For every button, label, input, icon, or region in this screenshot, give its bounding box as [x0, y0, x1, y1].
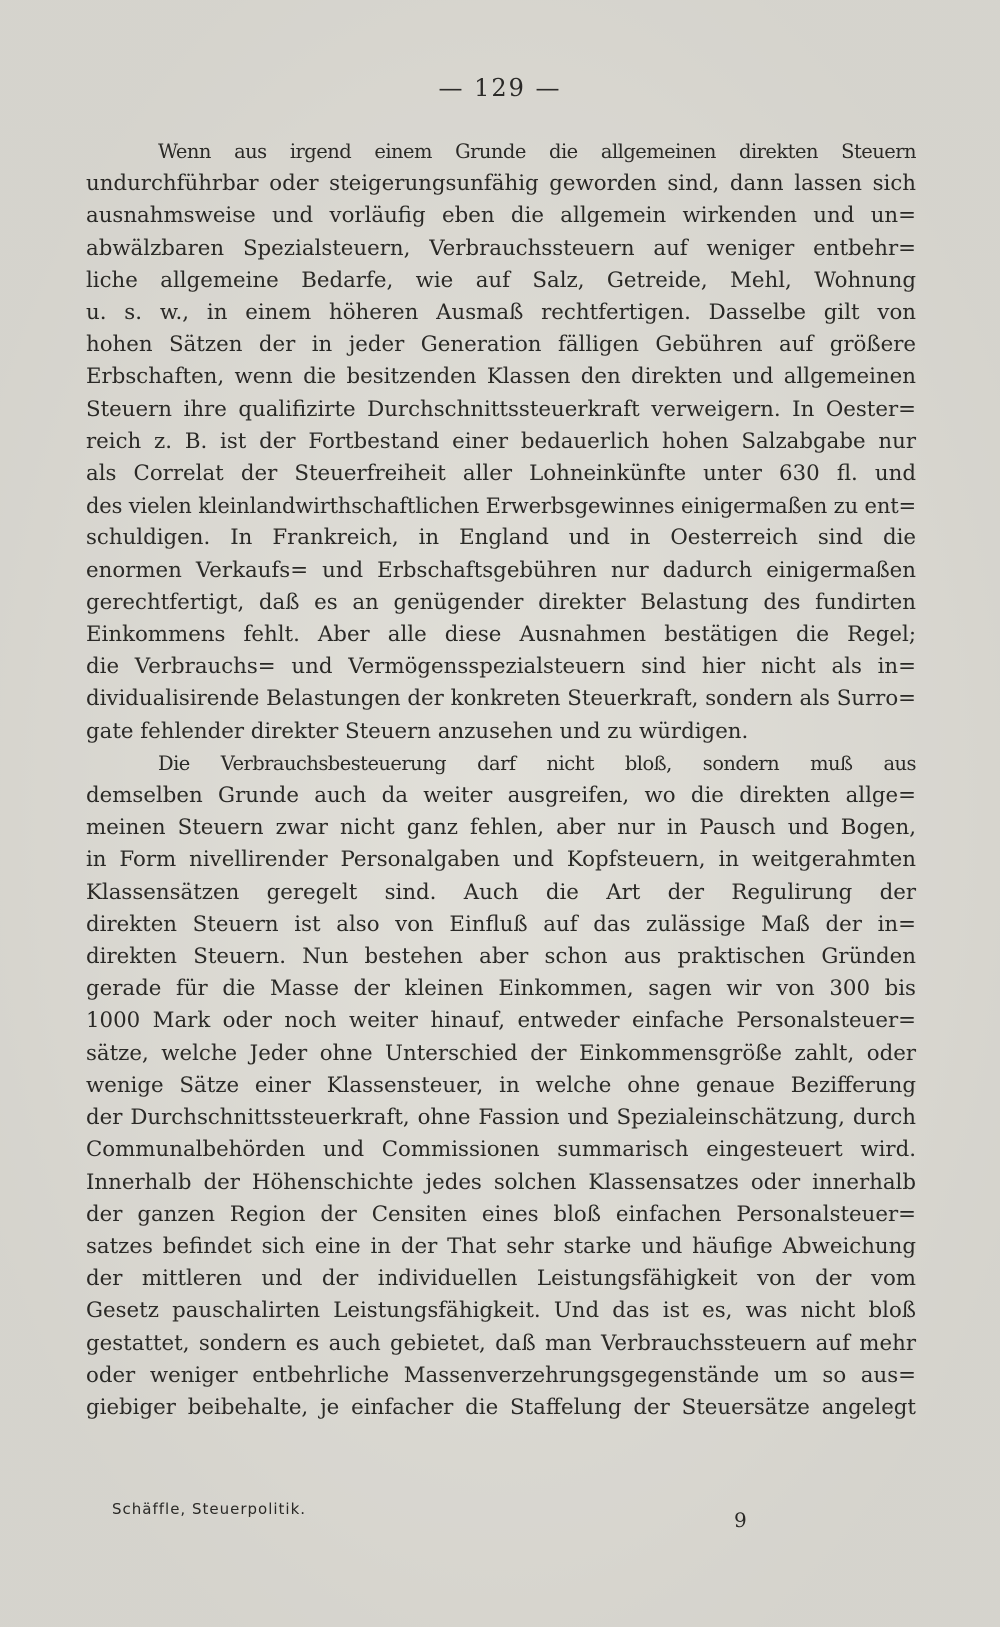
text-line: gate fehlender direkter Steuern anzusehen und zu würdigen. — [86, 718, 749, 744]
text-line: enormen Verkaufs= und Erbschaftsgebühren nur dadurch einigermaßen — [86, 557, 916, 583]
text-line: demselben Grunde auch da weiter ausgreifen, wo die direkten allge= — [86, 783, 916, 809]
text-line: abwälzbaren Spezialsteuern, Verbrauchssteuern auf weniger entbehr= — [86, 235, 916, 261]
text-line: oder weniger entbehrliche Massenverzehrungsgegenstände um so aus= — [86, 1362, 916, 1388]
text-line: des vielen kleinlandwirthschaftlichen Erwerbsgewinnes einigermaßen zu ent= — [86, 493, 916, 519]
text-line: Communalbehörden und Commissionen summarisch eingesteuert wird. — [86, 1137, 916, 1163]
text-line: Klassensätzen geregelt sind. Auch die Art der Regulirung der — [86, 879, 916, 905]
text-line: undurchführbar oder steigerungsunfähig geworden sind, dann lassen sich — [86, 171, 916, 197]
text-line: der mittleren und der individuellen Leistungsfähigkeit von der vom — [86, 1266, 916, 1292]
text-line: schuldigen. In Frankreich, in England und in Oesterreich sind die — [86, 525, 916, 551]
text-line: Erbschaften, wenn die besitzenden Klassen den direkten und allgemeinen — [86, 364, 916, 390]
text-line: Einkommens fehlt. Aber alle diese Ausnahmen bestätigen die Regel; — [86, 622, 916, 648]
text-line: gerechtfertigt, daß es an genügender direkter Belastung des fundirten — [86, 589, 916, 615]
text-line: hohen Sätzen der in jeder Generation fälligen Gebühren auf größere — [86, 332, 916, 358]
text-line: Gesetz pauschalirten Leistungsfähigkeit. Und das ist es, was nicht bloß — [86, 1298, 916, 1324]
text-line: als Correlat der Steuerfreiheit aller Lohneinkünfte unter 630 fl. und — [86, 461, 916, 487]
text-line: wenige Sätze einer Klassensteuer, in welche ohne genaue Bezifferung — [86, 1072, 916, 1098]
text-line: direkten Steuern. Nun bestehen aber schon aus praktischen Gründen — [86, 944, 916, 970]
text-line: gerade für die Masse der kleinen Einkommen, sagen wir von 300 bis — [86, 976, 916, 1002]
text-line: dividualisirende Belastungen der konkreten Steuerkraft, sondern als Surro= — [86, 686, 916, 712]
text-line: die Verbrauchs= und Vermögensspezialsteuern sind hier nicht als in= — [86, 654, 916, 680]
page-number: — 129 — — [438, 74, 562, 102]
body-text — [86, 136, 916, 1424]
text-line: Innerhalb der Höhenschichte jedes solchen Klassensatzes oder innerhalb — [86, 1169, 916, 1195]
signature-mark: 9 — [734, 1508, 747, 1532]
text-line: Wenn aus irgend einem Grunde die allgemeinen direkten Steuern — [158, 140, 916, 163]
text-line: in Form nivellirender Personalgaben und Kopfsteuern, in weitgerahmten — [86, 847, 916, 873]
text-line: direkten Steuern ist also von Einfluß auf das zulässige Maß der in= — [86, 911, 916, 937]
text-line: 1000 Mark oder noch weiter hinauf, entweder einfache Personalsteuer= — [86, 1008, 916, 1034]
text-line: Steuern ihre qualifizirte Durchschnittssteuerkraft verweigern. In Oester= — [86, 396, 916, 422]
text-line: ausnahmsweise und vorläufig eben die allgemein wirkenden und un= — [86, 203, 916, 229]
text-line: satzes befindet sich eine in der That sehr starke und häufige Abweichung — [86, 1233, 916, 1259]
text-line: reich z. B. ist der Fortbestand einer bedauerlich hohen Salzabgabe nur — [86, 428, 916, 454]
text-line: sätze, welche Jeder ohne Unterschied der Einkommensgröße zahlt, oder — [86, 1040, 916, 1066]
text-line: giebiger beibehalte, je einfacher die Staffelung der Steuersätze angelegt — [86, 1394, 916, 1420]
text-line: liche allgemeine Bedarfe, wie auf Salz, Getreide, Mehl, Wohnung — [86, 267, 916, 293]
text-line: der ganzen Region der Censiten eines bloß einfachen Personalsteuer= — [86, 1201, 916, 1227]
text-line: der Durchschnittssteuerkraft, ohne Fassion und Spezialeinschätzung, durch — [86, 1105, 916, 1131]
text-line: gestattet, sondern es auch gebietet, daß man Verbrauchssteuern auf mehr — [86, 1330, 916, 1356]
text-line: meinen Steuern zwar nicht ganz fehlen, aber nur in Pausch und Bogen, — [86, 815, 916, 841]
text-line: Die Verbrauchsbesteuerung darf nicht bloß, sondern muß aus — [158, 751, 916, 775]
text-line: u. s. w., in einem höheren Ausmaß rechtfertigen. Dasselbe gilt von — [86, 300, 916, 326]
footer-author-title: Schäffle, Steuerpolitik. — [112, 1500, 307, 1518]
